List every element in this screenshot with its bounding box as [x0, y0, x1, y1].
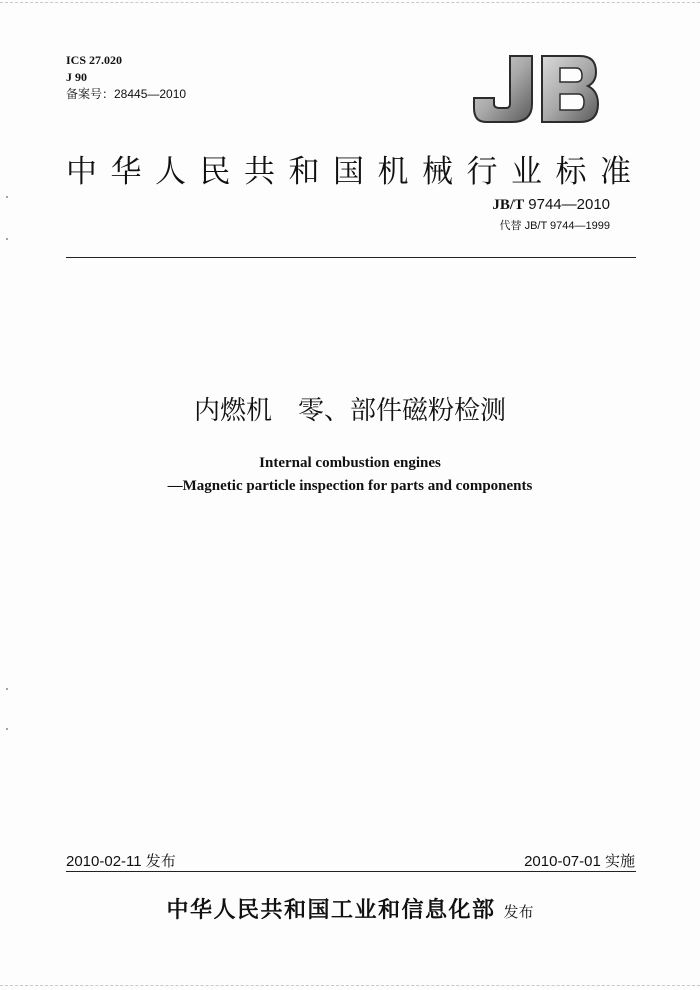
scan-speck: [6, 688, 8, 690]
implementation-date: 2010-07-01 实施: [524, 853, 635, 870]
jb-logo-icon: [472, 50, 600, 130]
publisher-suffix: 发布: [503, 903, 534, 921]
scan-edge-bottom: [0, 985, 700, 986]
standard-number-block: [492, 196, 610, 233]
publisher-line: [0, 893, 700, 924]
ics-code: ICS 27.020: [66, 53, 123, 67]
filing-number: 备案号：28445—2010: [66, 87, 187, 101]
standard-number: [492, 196, 610, 214]
issue-date: 2010-02-11 发布: [66, 853, 176, 870]
footer-divider: [66, 871, 636, 872]
standard-prefix: JB/T: [492, 197, 525, 213]
title-english-line-1: Internal combustion engines: [259, 455, 441, 471]
standard-code: 9744—2010: [524, 196, 610, 213]
title-chinese: 内燃机 零、部件磁粉检测: [193, 396, 506, 426]
title-english-line-2: —Magnetic particle inspection for parts and components: [167, 478, 533, 494]
scan-speck: [6, 196, 8, 198]
scan-speck: [6, 728, 8, 730]
publisher-org: 中华人民共和国工业和信息化部: [166, 898, 496, 923]
title-english: [0, 452, 700, 498]
classification-block: [66, 52, 186, 103]
scan-edge-top: [0, 2, 700, 3]
issuing-body-title: 中华人民共和国机械行业标准: [66, 154, 645, 190]
scan-speck: [6, 238, 8, 240]
ccs-code: J 90: [66, 70, 87, 84]
header-divider: [66, 257, 636, 258]
replaces-standard: 代替 JB/T 9744—1999: [499, 220, 610, 232]
